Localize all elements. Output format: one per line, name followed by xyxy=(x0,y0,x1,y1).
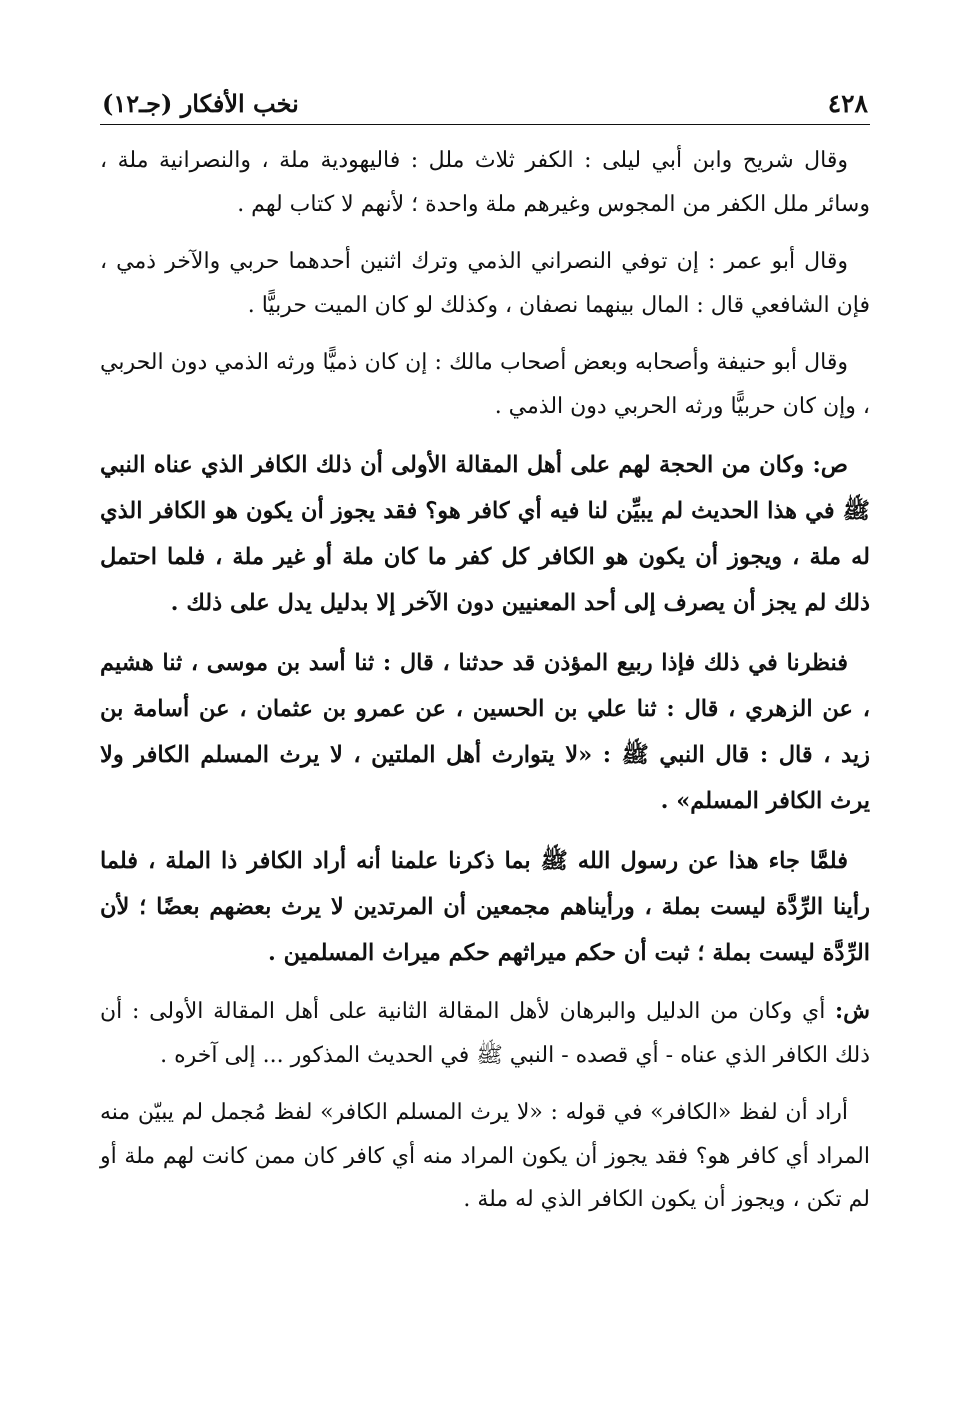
paragraph-text: وقال أبو حنيفة وأصحابه وبعض أصحاب مالك : إن كان ذميًّا ورثه الذمي دون الحربي ، وإن كان حربيًّا ورثه الحربي دون الذمي . xyxy=(100,350,870,419)
matn-paragraph xyxy=(100,640,870,824)
paragraph-text: أي وكان من الدليل والبرهان لأهل المقالة الثانية على أهل المقالة الأولى : أن ذلك الكافر الذي عناه - أي قصده - النبي ﷺ في الحديث المذكور ... إلى آخره . xyxy=(100,999,870,1068)
page-body xyxy=(100,125,870,1222)
sharh-paragraph xyxy=(100,990,870,1077)
sharh-marker: ش: xyxy=(835,998,870,1024)
paragraph-text: وقال أبو عمر : إن توفي النصراني الذمي وترك اثنين أحدهما حربي والآخر ذمي ، فإن الشافعي قال : المال بينهما نصفان ، وكذلك لو كان الميت حربيًّا . xyxy=(100,249,870,318)
paragraph-text: فلمَّا جاء هذا عن رسول الله ﷺ بما ذكرنا علمنا أنه أراد الكافر ذا الملة ، فلما رأينا الرِّدَّة ليست بملة ، ورأيناهم مجمعين أن المرتدين لا يرث بعضهم بعضًا ؛ لأن الرِّدَّة ليست بملة ؛ ثبت أن حكم ميراثهم حكم ميراث المسلمين . xyxy=(100,848,870,966)
paragraph-text: أراد أن لفظ «الكافر» في قوله : «لا يرث المسلم الكافر» لفظ مُجمل لم يبيّن منه المراد أي كافر هو؟ فقد يجوز أن يكون المراد منه أي كافر كان ممن كانت لهم ملة أو لم تكن ، ويجوز أن يكون الكافر الذي له ملة . xyxy=(100,1100,870,1212)
paragraph xyxy=(100,1091,870,1222)
book-page xyxy=(100,78,870,1236)
paragraph xyxy=(100,240,870,327)
paragraph xyxy=(100,341,870,428)
matn-paragraph xyxy=(100,442,870,626)
matn-paragraph xyxy=(100,838,870,976)
page-number: ٤٢٨ xyxy=(827,89,868,118)
page-header xyxy=(100,78,870,125)
running-title: نخب الأفكار (جـ١٢) xyxy=(102,89,299,118)
paragraph-text: وكان من الحجة لهم على أهل المقالة الأولى أن ذلك الكافر الذي عناه النبي ﷺ في هذا الحديث لم يبيِّن لنا فيه أي كافر هو؟ فقد يجوز أن يكون هو الكافر الذي له ملة ، ويجوز أن يكون هو الكافر كل كفر ما كان ملة أو غير ملة ، فلما احتمل ذلك لم يجز أن يصرف إلى أحد المعنيين دون الآخر إلا بدليل يدل على ذلك . xyxy=(100,452,870,616)
paragraph-text: وقال شريح وابن أبي ليلى : الكفر ثلاث ملل : فاليهودية ملة ، والنصرانية ملة ، وسائر ملل الكفر من المجوس وغيرهم ملة واحدة ؛ لأنهم لا كتاب لهم . xyxy=(100,148,870,217)
matn-marker: ص: xyxy=(812,452,848,478)
paragraph-text: فنظرنا في ذلك فإذا ربيع المؤذن قد حدثنا ، قال : ثنا أسد بن موسى ، ثنا هشيم ، عن الزهري ، قال : ثنا علي بن الحسين ، عن عمرو بن عثمان ، عن أسامة بن زيد ، قال : قال النبي ﷺ : «لا يتوارث أهل الملتين ، لا يرث المسلم الكافر ولا يرث الكافر المسلم» . xyxy=(100,650,870,814)
paragraph xyxy=(100,139,870,226)
